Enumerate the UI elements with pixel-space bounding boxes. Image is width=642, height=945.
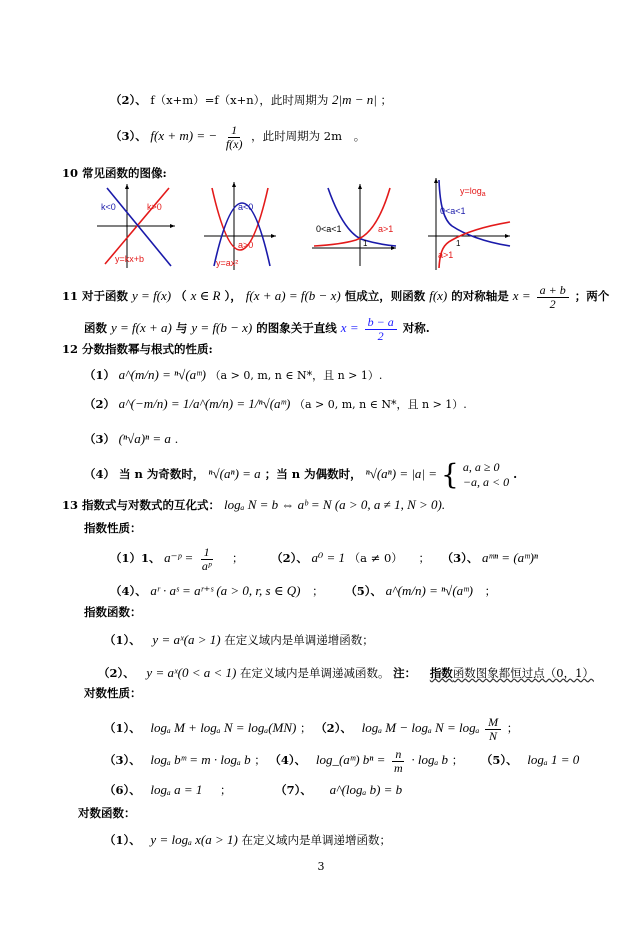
s13-exp-props-title: 指数性质： bbox=[84, 521, 142, 535]
caption-quadratic: y=ax² bbox=[216, 258, 239, 268]
graph-logarithmic bbox=[428, 176, 512, 270]
label-exp-small: 0<a<1 bbox=[316, 224, 342, 234]
exp-prop3-label: （3）、 bbox=[441, 551, 479, 566]
frac-den: aᵖ bbox=[201, 558, 212, 573]
exp-func1-math: y = aˣ(a > 1) bbox=[152, 632, 221, 647]
s11-l2d: 对称. bbox=[402, 321, 430, 336]
exp-prop1-math: a⁻ᵖ = bbox=[164, 550, 194, 566]
exp-prop5-tail: ； bbox=[484, 584, 497, 598]
caption-linear: y=kx+b bbox=[115, 254, 145, 264]
s13-exp-func-title: 指数函数： bbox=[84, 605, 142, 619]
log-func1-label: （1）、 bbox=[104, 833, 141, 847]
label-exp-point: 1 bbox=[363, 239, 368, 248]
label-log-small: 0<a<1 bbox=[440, 206, 466, 216]
s13-title-math: logₐ N = b ⇔ aᵇ = N (a > 0, a ≠ 1, N > 0). bbox=[224, 497, 446, 512]
log-prop4-frac bbox=[391, 748, 406, 774]
axis-y-arrow bbox=[232, 182, 236, 187]
exp-prop4-math: aʳ · aˢ = aʳ⁺ˢ (a > 0, r, s ∈ Q) bbox=[150, 583, 301, 598]
s11-l1d: 恒成立，则函数 bbox=[344, 289, 426, 304]
exp-prop4-tail: ； bbox=[312, 584, 324, 598]
log-prop6-math: logₐ a = 1 bbox=[150, 782, 203, 797]
log-prop7-math: a^(logₐ b) = b bbox=[329, 782, 403, 797]
axis-y-arrow bbox=[434, 178, 438, 183]
s11-l2b: 与 bbox=[175, 321, 188, 336]
exp-func2-note-b: 函数图象都恒过点（0，1） bbox=[452, 666, 594, 680]
s11-l1f: ；两个 bbox=[574, 289, 610, 304]
s9-item3-tail: 。 bbox=[353, 129, 366, 144]
label-a-pos: a>0 bbox=[238, 240, 254, 250]
s9-item2-math: 2|m − n| bbox=[332, 92, 377, 107]
s11-l2c: 的图象关于直线 bbox=[256, 321, 337, 336]
frac-num: n bbox=[392, 748, 404, 762]
label-log-point: 1 bbox=[456, 239, 461, 248]
s12-item3-label: （3） bbox=[84, 432, 116, 446]
axis-x-arrow bbox=[170, 224, 175, 228]
log-prop5-math: logₐ 1 = 0 bbox=[527, 752, 580, 768]
cases-brace: { bbox=[441, 458, 459, 491]
s9-item3-frac bbox=[223, 124, 246, 150]
frac-num: 1 bbox=[228, 124, 240, 138]
s12-item4 bbox=[84, 458, 517, 492]
s9-item2-text: f（x+m）=f（x+n），此时周期为 bbox=[150, 93, 329, 107]
exp-prop4-label: （4）、 bbox=[110, 584, 147, 598]
graph-linear bbox=[97, 182, 177, 268]
exp-func2-math: y = aˣ(0 < a < 1) bbox=[146, 665, 237, 680]
s11-l1b: （ bbox=[175, 289, 187, 304]
s11-m8: x = bbox=[340, 320, 359, 336]
s11-l2a: 函数 bbox=[84, 321, 107, 336]
label-log-title-sub: a bbox=[481, 191, 486, 198]
exp-prop1-label: （1）1、 bbox=[110, 551, 161, 566]
s13-title-line bbox=[62, 497, 445, 513]
s12-item1-label: （1） bbox=[84, 368, 116, 382]
log-prop3-math: logₐ bᵐ = m · logₐ b bbox=[150, 752, 251, 768]
exp-prop2-label: （2）、 bbox=[271, 551, 308, 566]
label-exp-large: a>1 bbox=[378, 224, 394, 234]
s11-m2: x ∈ R bbox=[190, 288, 221, 304]
s11-m7: y = f(b − x) bbox=[191, 320, 253, 336]
exp-func2-note-a: 指数 bbox=[429, 666, 453, 680]
case-2: −a, a < 0 bbox=[462, 474, 510, 489]
s12-item4-label: （4） bbox=[84, 466, 116, 481]
frac-den: 2 bbox=[549, 296, 556, 311]
log-prop6-tail: ； bbox=[220, 783, 232, 797]
log-prop4-math: log_(aᵐ) bⁿ = bbox=[315, 752, 386, 768]
s13-title: 13 指数式与对数式的互化式： bbox=[62, 498, 221, 512]
exp-curve-large bbox=[314, 188, 390, 246]
log-prop3-label: （3）、 bbox=[104, 753, 141, 768]
s9-item3-math: f(x + m) = − bbox=[150, 128, 218, 144]
log-curve-large bbox=[439, 222, 510, 268]
s12-item2-label: （2） bbox=[84, 397, 116, 411]
s11-l1c: ）， bbox=[224, 289, 242, 304]
exp-func2-label: （2）、 bbox=[98, 666, 135, 680]
s9-item2-label: （2）、 bbox=[110, 93, 147, 107]
frac-den: m bbox=[394, 760, 403, 775]
frac-num: 1 bbox=[201, 546, 213, 560]
page-number: 3 bbox=[317, 860, 325, 873]
s12-item2-text: （a > 0, m, n ∈ N*，且 n > 1）. bbox=[293, 398, 467, 411]
exp-func2-note bbox=[430, 666, 594, 680]
s9-item2 bbox=[110, 92, 392, 108]
axis-y-arrow bbox=[125, 184, 129, 189]
s12-item3 bbox=[84, 431, 178, 447]
s9-item2-tail: ； bbox=[380, 93, 392, 107]
axis-x-arrow bbox=[271, 234, 276, 238]
log-prop4-tail: ； bbox=[451, 753, 464, 768]
s12-item2-math: a^(−m/n) = 1/a^(m/n) = 1/ⁿ√(aᵐ) bbox=[118, 396, 291, 411]
log-prop5-label: （5）、 bbox=[480, 753, 518, 768]
s12-item1-math: a^(m/n) = ⁿ√(aᵐ) bbox=[118, 367, 206, 382]
log-prop1-math: logₐ M + logₐ N = logₐ(MN) bbox=[150, 720, 297, 736]
log-prop6-label: （6）、 bbox=[104, 783, 141, 797]
s13-log-props-row3 bbox=[104, 782, 402, 798]
exp-prop2-tail: ； bbox=[418, 551, 430, 566]
label-log-title-main: y=log bbox=[460, 186, 482, 196]
log-prop2-label: （2）、 bbox=[315, 721, 352, 736]
log-func1-math: y = logₐ x(a > 1) bbox=[150, 832, 238, 847]
s12-item4-text-b: ；当 n 为偶数时， bbox=[264, 466, 362, 481]
log-prop2-tail: ； bbox=[506, 721, 519, 736]
log-prop4-math-b: · logₐ b bbox=[411, 752, 449, 768]
s13-exp-func1 bbox=[104, 632, 374, 648]
s13-log-props-row2 bbox=[104, 748, 579, 774]
label-k-neg: k<0 bbox=[101, 202, 116, 212]
s11-l1e: 的对称轴是 bbox=[451, 289, 509, 304]
log-prop1-label: （1）、 bbox=[104, 721, 141, 736]
log-prop2-math: logₐ M − logₐ N = logₐ bbox=[361, 720, 480, 736]
s11-m4: f(x) bbox=[429, 288, 448, 304]
s13-exp-props-row2 bbox=[110, 583, 496, 599]
s13-exp-func2 bbox=[98, 665, 594, 681]
s12-item4-tail: . bbox=[513, 466, 518, 481]
frac-den: N bbox=[489, 728, 498, 743]
exp-prop5-math: a^(m/n) = ⁿ√(aᵐ) bbox=[385, 583, 473, 598]
log-prop7-label: （7）、 bbox=[275, 783, 312, 797]
log-prop1-tail: ； bbox=[300, 721, 312, 736]
s12-item1 bbox=[84, 367, 382, 383]
frac-den: f(x) bbox=[225, 136, 243, 151]
s11-m1: y = f(x) bbox=[132, 288, 172, 304]
exp-func1-label: （1）、 bbox=[104, 633, 141, 647]
s11-line1 bbox=[62, 284, 609, 310]
s13-log-func-title: 对数函数： bbox=[78, 806, 136, 820]
s12-item3-math: (ⁿ√a)ⁿ = a bbox=[118, 431, 171, 446]
label-a-neg: a<0 bbox=[238, 202, 254, 212]
s13-exp-props-row1 bbox=[110, 546, 538, 572]
exp-prop2-math: a⁰ = 1 bbox=[311, 550, 346, 566]
s9-item3-label: （3）、 bbox=[110, 129, 147, 144]
s9-item3 bbox=[110, 124, 365, 150]
log-prop4-label: （4）、 bbox=[269, 753, 307, 768]
s11-m3: f(x + a) = f(b − x) bbox=[245, 288, 341, 304]
s13-log-func1 bbox=[104, 832, 391, 848]
s12-item4-math-a: ⁿ√(aⁿ) = a bbox=[208, 465, 261, 481]
exp-prop1-frac bbox=[199, 546, 214, 572]
s10-title: 10 常见函数的图像: bbox=[62, 166, 167, 180]
s11-frac2 bbox=[365, 316, 397, 342]
log-func1-text: 在定义域内是单调递增函数； bbox=[241, 833, 391, 847]
s11-m5: x = bbox=[512, 288, 531, 304]
s13-log-props-title: 对数性质： bbox=[84, 686, 142, 700]
s12-item1-text: （a > 0, m, n ∈ N*，且 n > 1）. bbox=[209, 369, 383, 382]
s11-frac1 bbox=[537, 284, 569, 310]
axis-y-arrow bbox=[358, 184, 362, 189]
frac-den: 2 bbox=[377, 328, 384, 343]
case-1: a, a ≥ 0 bbox=[462, 460, 500, 475]
graph-quadratic bbox=[204, 180, 278, 270]
s13-log-props-row1 bbox=[104, 716, 518, 742]
frac-num: M bbox=[485, 716, 501, 730]
exp-prop2-text: （a ≠ 0） bbox=[348, 551, 403, 566]
exp-func1-text: 在定义域内是单调递增函数； bbox=[224, 633, 374, 647]
label-k-pos: k>0 bbox=[147, 202, 162, 212]
graph-exponential bbox=[312, 182, 398, 266]
exp-func2-note-label: 注： bbox=[393, 666, 417, 680]
s12-item4-math-b: ⁿ√(aⁿ) = |a| = bbox=[365, 465, 438, 481]
exp-prop5-label: （5）、 bbox=[345, 584, 383, 598]
log-prop2-frac bbox=[485, 716, 501, 742]
exp-func2-text: 在定义域内是单调递减函数。 bbox=[240, 666, 390, 680]
s9-item3-text: ，此时周期为 2m bbox=[251, 129, 343, 144]
label-log-large: a>1 bbox=[438, 250, 454, 260]
s11-line2 bbox=[84, 316, 430, 342]
frac-num: a + b bbox=[537, 284, 569, 298]
s11-m6: y = f(x + a) bbox=[111, 320, 172, 336]
s12-item4-text-a: 当 n 为奇数时， bbox=[119, 466, 205, 481]
s11-l1a: 11 对于函数 bbox=[62, 289, 129, 304]
s12-item2 bbox=[84, 396, 467, 412]
s12-item3-text: . bbox=[174, 432, 179, 446]
log-prop3-tail: ； bbox=[254, 753, 266, 768]
axis-x-arrow bbox=[505, 234, 510, 238]
exp-prop1-tail: ； bbox=[231, 551, 244, 566]
s12-item4-cases bbox=[463, 460, 509, 489]
exp-prop3-math: aᵐⁿ = (aᵐ)ⁿ bbox=[482, 550, 538, 566]
label-log-title bbox=[460, 186, 486, 198]
s12-title: 12 分数指数幂与根式的性质: bbox=[62, 342, 213, 356]
frac-num: b − a bbox=[365, 316, 397, 330]
